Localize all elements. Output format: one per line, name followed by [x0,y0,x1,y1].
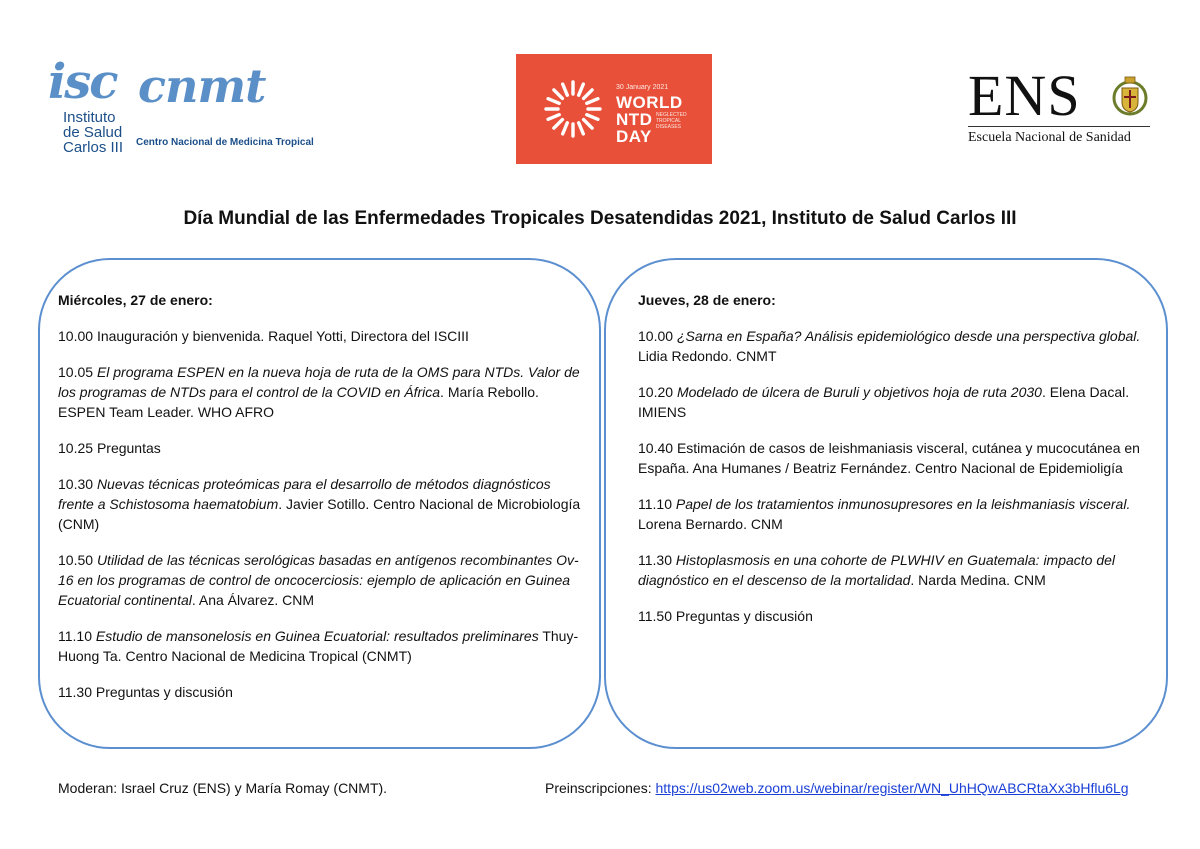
item-talk-title: Utilidad de las técnicas serológicas basadas en antígenos recombinantes Ov-16 en los programas de control de oncocerciosis: ejemplo de aplicación en Guinea Ecuatorial continental [58,552,579,608]
sun-burst-icon [542,78,604,140]
registration-label: Preinscripciones: [545,780,652,796]
item-talk-title: Papel de los tratamientos inmunosupresores en la leishmaniasis visceral. [675,496,1131,512]
ens-logo [966,63,1152,156]
item-time: 10.50 [58,552,94,568]
cnmt-name: Centro Nacional de Medicina Tropical [136,137,314,148]
item-time: 10.30 [58,476,94,492]
program-item [58,438,588,458]
item-talk-title: Histoplasmosis en una cohorte de PLWHIV en Guatemala: impacto del diagnóstico en el descenso de la mortalidad [638,552,1116,588]
item-detail: Thuy-Huong Ta. Centro Nacional de Medicina Tropical (CNMT) [58,628,579,664]
item-talk-title: Modelado de úlcera de Buruli y objetivos hoja de ruta 2030 [676,384,1042,400]
program-item [638,606,1158,626]
ntd-subtitle: NEGLECTED TROPICAL DISEASES [656,112,687,130]
item-detail: . Elena Dacal. IMIENS [638,384,1130,420]
item-detail: Inauguración y bienvenida. Raquel Yotti, Directora del ISCIII [96,328,469,344]
item-time: 11.30 [638,552,672,568]
item-detail: . Narda Medina. CNM [910,572,1046,588]
coat-of-arms-icon [1110,74,1150,122]
program-item [638,382,1158,422]
item-time: 11.10 [638,496,672,512]
ens-logo-mark: ENS [968,63,1081,128]
registration-note [545,780,1129,796]
isc-logo-mark: isc [48,54,117,110]
program-item [58,682,588,702]
item-time: 10.00 [638,328,674,344]
item-talk-title: El programa ESPEN en la nueva hoja de ruta de la OMS para NTDs. Valor de los programas de NTDs para el control de la COVID en África [58,364,580,400]
day-heading: Jueves, 28 de enero: [638,292,776,308]
moderators-note: Moderan: Israel Cruz (ENS) y María Romay (CNMT). [58,780,388,796]
item-time: 11.50 [638,608,672,624]
program-item [638,494,1158,534]
cnmt-logo-mark: cnmt [138,59,266,113]
program-item [638,326,1158,366]
ntd-title-line: DAY [616,127,652,146]
program-item [638,550,1158,590]
item-talk-title: Estudio de mansonelosis en Guinea Ecuatorial: resultados preliminares [95,628,539,644]
item-detail: Preguntas y discusión [95,684,233,700]
program-item [58,550,588,610]
item-time: 10.25 [58,440,94,456]
ens-divider [968,126,1150,127]
program-item [58,326,588,346]
item-detail: Lorena Bernardo. CNM [638,516,783,532]
program-item [638,438,1158,478]
item-detail: Preguntas [96,440,161,456]
item-time: 10.00 [58,328,94,344]
isciii-name-line: de Salud [63,124,123,141]
program-wednesday [58,290,588,718]
program-item [58,626,588,666]
item-detail: . Javier Sotillo. Centro Nacional de Microbiología (CNM) [58,496,581,532]
item-time: 10.40 [638,440,674,456]
ntd-date: 30 January 2021 [616,84,669,91]
item-time: 11.30 [58,684,92,700]
registration-link[interactable]: https://us02web.zoom.us/webinar/register/WN_UhHQwABCRtaXx3bHflu6Lg [655,780,1129,796]
item-talk-title: Nuevas técnicas proteómicas para el desarrollo de métodos diagnósticos frente a Schistosoma haematobium [58,476,551,512]
item-time: 10.05 [58,364,94,380]
item-detail: . Ana Álvarez. CNM [191,592,315,608]
program-item [58,474,588,534]
ntd-title-line: NTD [616,110,653,129]
item-detail: Estimación de casos de leishmaniasis visceral, cutánea y mucocutánea en España. Ana Humanes / Beatriz Fernández. Centro Nacional de Epidemioligía [638,440,1140,476]
program-thursday [638,290,1158,642]
ens-name: Escuela Nacional de Sanidad [968,130,1131,145]
item-talk-title: ¿Sarna en España? Análisis epidemiológico desde una perspectiva global. [676,328,1141,344]
item-detail: . María Rebollo. ESPEN Team Leader. WHO AFRO [58,384,539,420]
day-heading: Miércoles, 27 de enero: [58,292,213,308]
isciii-name-line: Carlos III [63,139,124,156]
item-time: 11.10 [58,628,92,644]
item-detail: Preguntas y discusión [675,608,813,624]
page-title: Día Mundial de las Enfermedades Tropicales Desatendidas 2021, Instituto de Salud Carlos III [183,208,1017,229]
isciii-name [63,110,123,155]
isciii-cnmt-logo [48,52,314,162]
ntd-title-line: WORLD [616,93,683,112]
isciii-name-line: Instituto [63,109,116,126]
world-ntd-day-logo [516,54,712,164]
item-time: 10.20 [638,384,674,400]
item-detail: Lidia Redondo. CNMT [638,348,777,364]
program-item [58,362,588,422]
